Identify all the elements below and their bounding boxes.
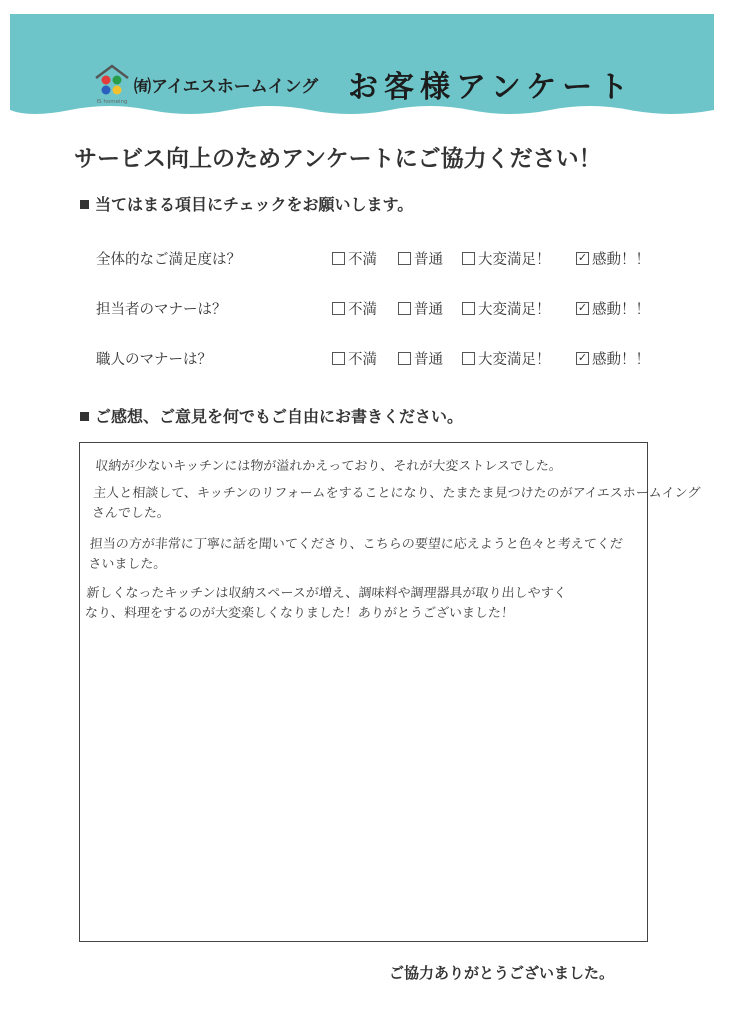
checkbox-icon[interactable]: [398, 252, 411, 265]
bullet-square-icon: [80, 200, 89, 209]
checkbox-option[interactable]: [462, 348, 551, 369]
option-label: 普通: [414, 302, 443, 318]
checkbox-icon[interactable]: [332, 252, 345, 265]
checkbox-option[interactable]: [398, 298, 443, 319]
option-label: 普通: [414, 252, 443, 268]
option-label: 不満: [348, 302, 377, 318]
company-name: ㈲アイエスホームイング: [134, 77, 319, 97]
option-label: 感動！！: [592, 352, 650, 368]
comment-line: 収納が少ないキッチンには物が溢れかえっており、それが大変ストレスでした。: [94, 459, 563, 474]
logo-text: IS homeing: [96, 99, 128, 105]
comment-line: なり、料理をするのが大変楽しくなりました！ありがとうございました！: [84, 606, 515, 621]
option-label: 感動！！: [592, 302, 650, 318]
checkbox-icon[interactable]: [398, 302, 411, 315]
question-row: [96, 298, 676, 322]
comment-line: さんでした。: [91, 506, 171, 521]
checkbox-option[interactable]: [398, 248, 443, 269]
checkbox-icon[interactable]: [462, 302, 475, 315]
question-label: 全体的なご満足度は？: [96, 252, 241, 268]
section-comment-label: ご感想、ご意見を何でもご自由にお書きください。: [95, 407, 464, 426]
question-label: 担当者のマナーは？: [96, 302, 227, 318]
checkbox-option[interactable]: [462, 298, 551, 319]
header-band: [10, 14, 714, 120]
checkbox-option[interactable]: [462, 248, 551, 269]
section-check-label: 当てはまる項目にチェックをお願いします。: [95, 195, 414, 214]
checked-checkbox-icon[interactable]: [576, 352, 589, 365]
comment-box: [79, 442, 701, 942]
handwritten-comment: [84, 457, 701, 625]
section-heading-check: [80, 192, 413, 215]
house-icon: [92, 62, 132, 106]
option-label: 普通: [414, 352, 443, 368]
checkbox-option[interactable]: [398, 348, 443, 369]
option-label: 感動！！: [592, 252, 650, 268]
checkbox-option[interactable]: [576, 298, 650, 319]
lead-heading: サービス向上のためアンケートにご協力ください！: [74, 146, 602, 172]
checked-checkbox-icon[interactable]: [576, 302, 589, 315]
option-label: 大変満足！: [478, 252, 551, 268]
option-label: 大変満足！: [478, 352, 551, 368]
option-label: 不満: [348, 352, 377, 368]
checkbox-icon[interactable]: [332, 302, 345, 315]
thanks-message: ご協力ありがとうございました。: [389, 964, 615, 982]
checkbox-option[interactable]: [576, 248, 650, 269]
comment-line: 主人と相談して、キッチンのリフォームをすることになり、たまたま見つけたのがアイエスホームイング: [92, 485, 701, 501]
question-row: [96, 248, 676, 272]
question-label: 職人のマナーは？: [96, 352, 212, 368]
comment-line: 新しくなったキッチンは収納スペースが増え、調味料や調理器具が取り出しやすく: [85, 585, 568, 601]
comment-line: 担当の方が非常に丁寧に話を聞いてくださり、こちらの要望に応えようと色々と考えてくだ: [89, 536, 624, 552]
page-title: お客様アンケート: [348, 70, 635, 105]
checkbox-icon[interactable]: [462, 352, 475, 365]
company-logo: [92, 62, 132, 106]
checked-checkbox-icon[interactable]: [576, 252, 589, 265]
option-label: 不満: [348, 252, 377, 268]
option-label: 大変満足！: [478, 302, 551, 318]
comment-line: さいました。: [87, 557, 167, 572]
checkbox-icon[interactable]: [462, 252, 475, 265]
checkbox-icon[interactable]: [398, 352, 411, 365]
checkbox-option[interactable]: [576, 348, 650, 369]
checkbox-option[interactable]: [332, 348, 377, 369]
checkbox-icon[interactable]: [332, 352, 345, 365]
bullet-square-icon: [80, 412, 89, 421]
checkbox-option[interactable]: [332, 248, 377, 269]
section-heading-comment: [80, 404, 463, 427]
question-row: [96, 348, 676, 372]
checkbox-option[interactable]: [332, 298, 377, 319]
